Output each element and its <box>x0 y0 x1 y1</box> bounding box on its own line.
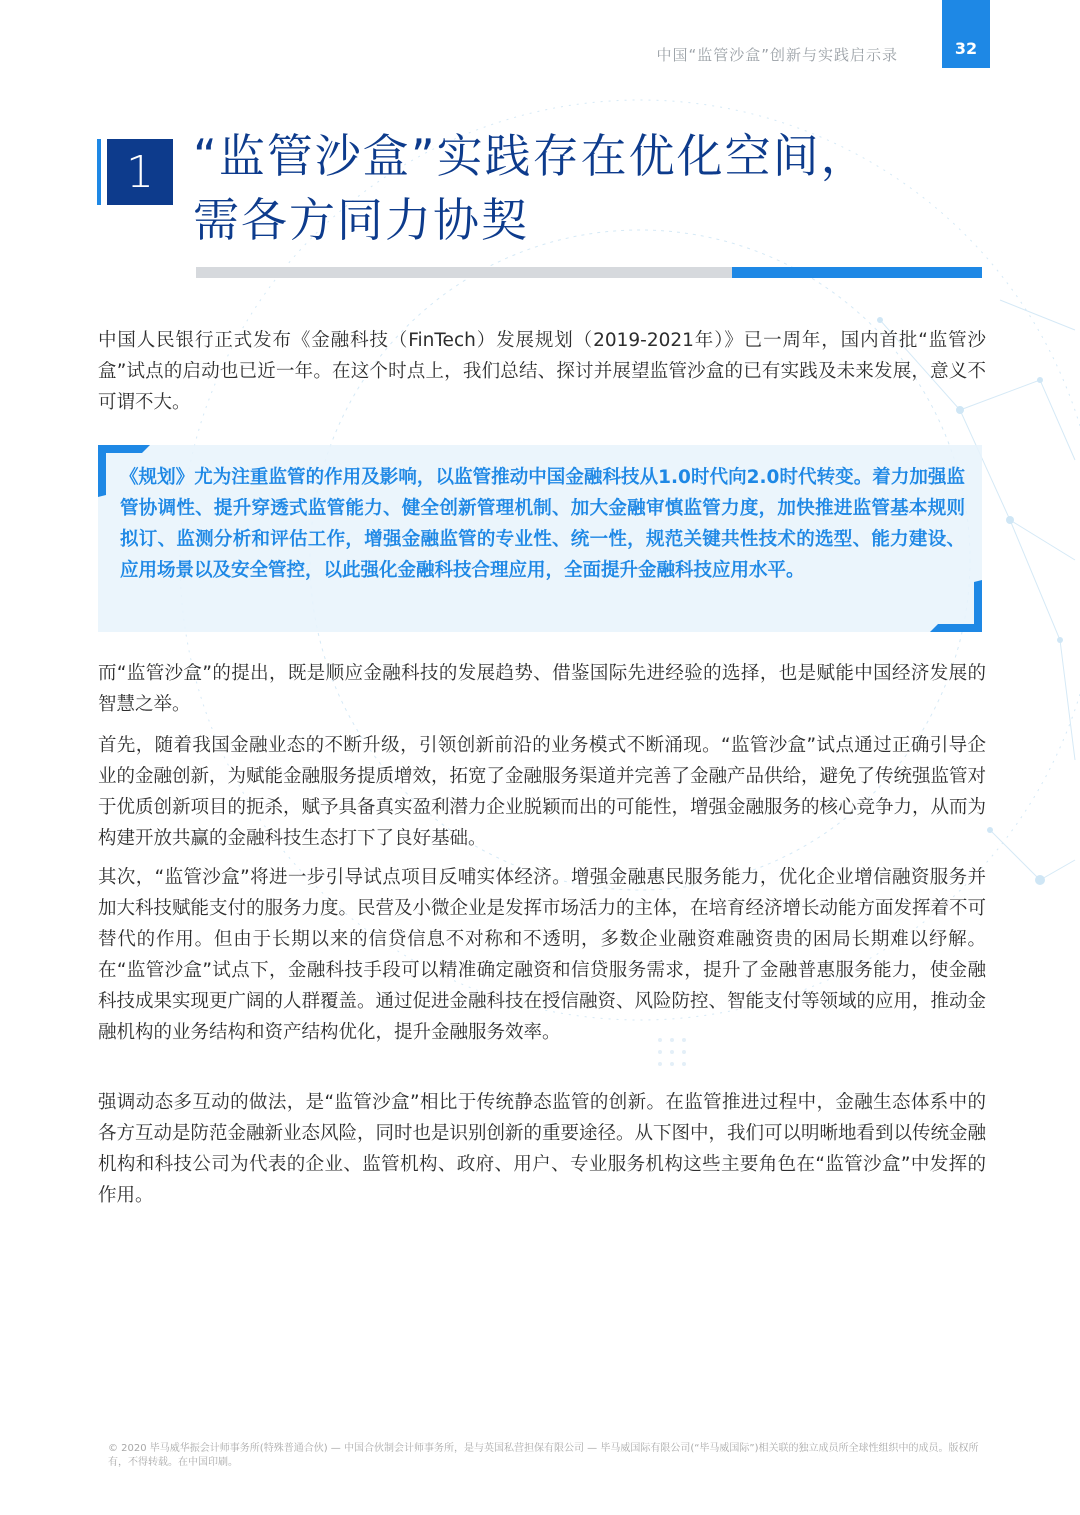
title-underline-blue <box>732 267 982 278</box>
section-title-line-1: “监管沙盒”实践存在优化空间， <box>193 129 869 183</box>
quote-text: 《规划》尤为注重监管的作用及影响，以监管推动中国金融科技从1.0时代向2.0时代转变。着力加强监管协调性、提升穿透式监管能力、健全创新管理机制、加大金融审慎监管力度，加快推进监管基本规则拟订、监测分析和评估工作，增强金融监管的专业性、统一性，规范关键共性技术的选型、能力建设、应用场景以及安全管控，以此强化金融科技合理应用，全面提升金融科技应用水平。 <box>120 467 965 581</box>
body-paragraph-4: 其次，“监管沙盒”将进一步引导试点项目反哺实体经济。增强金融惠民服务能力，优化企业增信融资服务并加大科技赋能支付的服务力度。民营及小微企业是发挥市场活力的主体，在培育经济增长动能方面发挥着不可替代的作用。但由于长期以来的信贷信息不对称和不透明，多数企业融资难融资贵的困局长期难以纾解。在“监管沙盒”试点下，金融科技手段可以精准确定融资和信贷服务需求，提升了金融普惠服务能力，使金融科技成果实现更广阔的人群覆盖。通过促进金融科技在授信融资、风险防控、智能支付等领域的应用，推动金融机构的业务结构和资产结构优化，提升金融服务效率。 <box>98 867 987 1043</box>
section-title-line-2: 需各方同力协契 <box>193 193 529 247</box>
body-paragraph-2: 而“监管沙盒”的提出，既是顺应金融科技的发展趋势、借鉴国际先进经验的选择，也是赋能中国经济发展的智慧之举。 <box>98 663 986 715</box>
title-underline-grey <box>196 267 732 278</box>
section-number: 1 <box>107 139 173 205</box>
section-title <box>193 124 993 252</box>
section-number-accent-bar <box>97 139 101 205</box>
running-header-title: 中国“监管沙盒”创新与实践启示录 <box>656 46 898 64</box>
quote-corner-top-left <box>98 445 150 497</box>
page-number-badge: 32 <box>942 0 990 68</box>
intro-paragraph: 中国人民银行正式发布《金融科技（FinTech）发展规划（2019-2021年）》已一周年，国内首批“监管沙盒”试点的启动也已近一年。在这个时点上，我们总结、探讨并展望监管沙盒的已有实践及未来发展，意义不可谓不大。 <box>98 330 986 413</box>
quote-corner-bottom-right <box>930 580 982 632</box>
body-paragraph-5: 强调动态多互动的做法，是“监管沙盒”相比于传统静态监管的创新。在监管推进过程中，金融生态体系中的各方互动是防范金融新业态风险，同时也是识别创新的重要途径。从下图中，我们可以明晰地看到以传统金融机构和科技公司为代表的企业、监管机构、政府、用户、专业服务机构这些主要角色在“监管沙盒”中发挥的作用。 <box>98 1092 987 1206</box>
body-paragraph-3: 首先，随着我国金融业态的不断升级，引领创新前沿的业务模式不断涌现。“监管沙盒”试点通过正确引导企业的金融创新，为赋能金融服务提质增效，拓宽了金融服务渠道并完善了金融产品供给，避免了传统强监管对于优质创新项目的扼杀，赋予具备真实盈利潜力企业脱颖而出的可能性，增强金融服务的核心竞争力，从而为构建开放共赢的金融科技生态打下了良好基础。 <box>98 735 987 849</box>
copyright-footer: © 2020 毕马威华振会计师事务所(特殊普通合伙) — 中国合伙制会计师事务所，是与英国私营担保有限公司 — 毕马威国际有限公司(“毕马威国际”)相关联的独立成员所全球性组织中的成员。版权所有，不得转载。在中国印刷。 <box>108 1443 979 1468</box>
